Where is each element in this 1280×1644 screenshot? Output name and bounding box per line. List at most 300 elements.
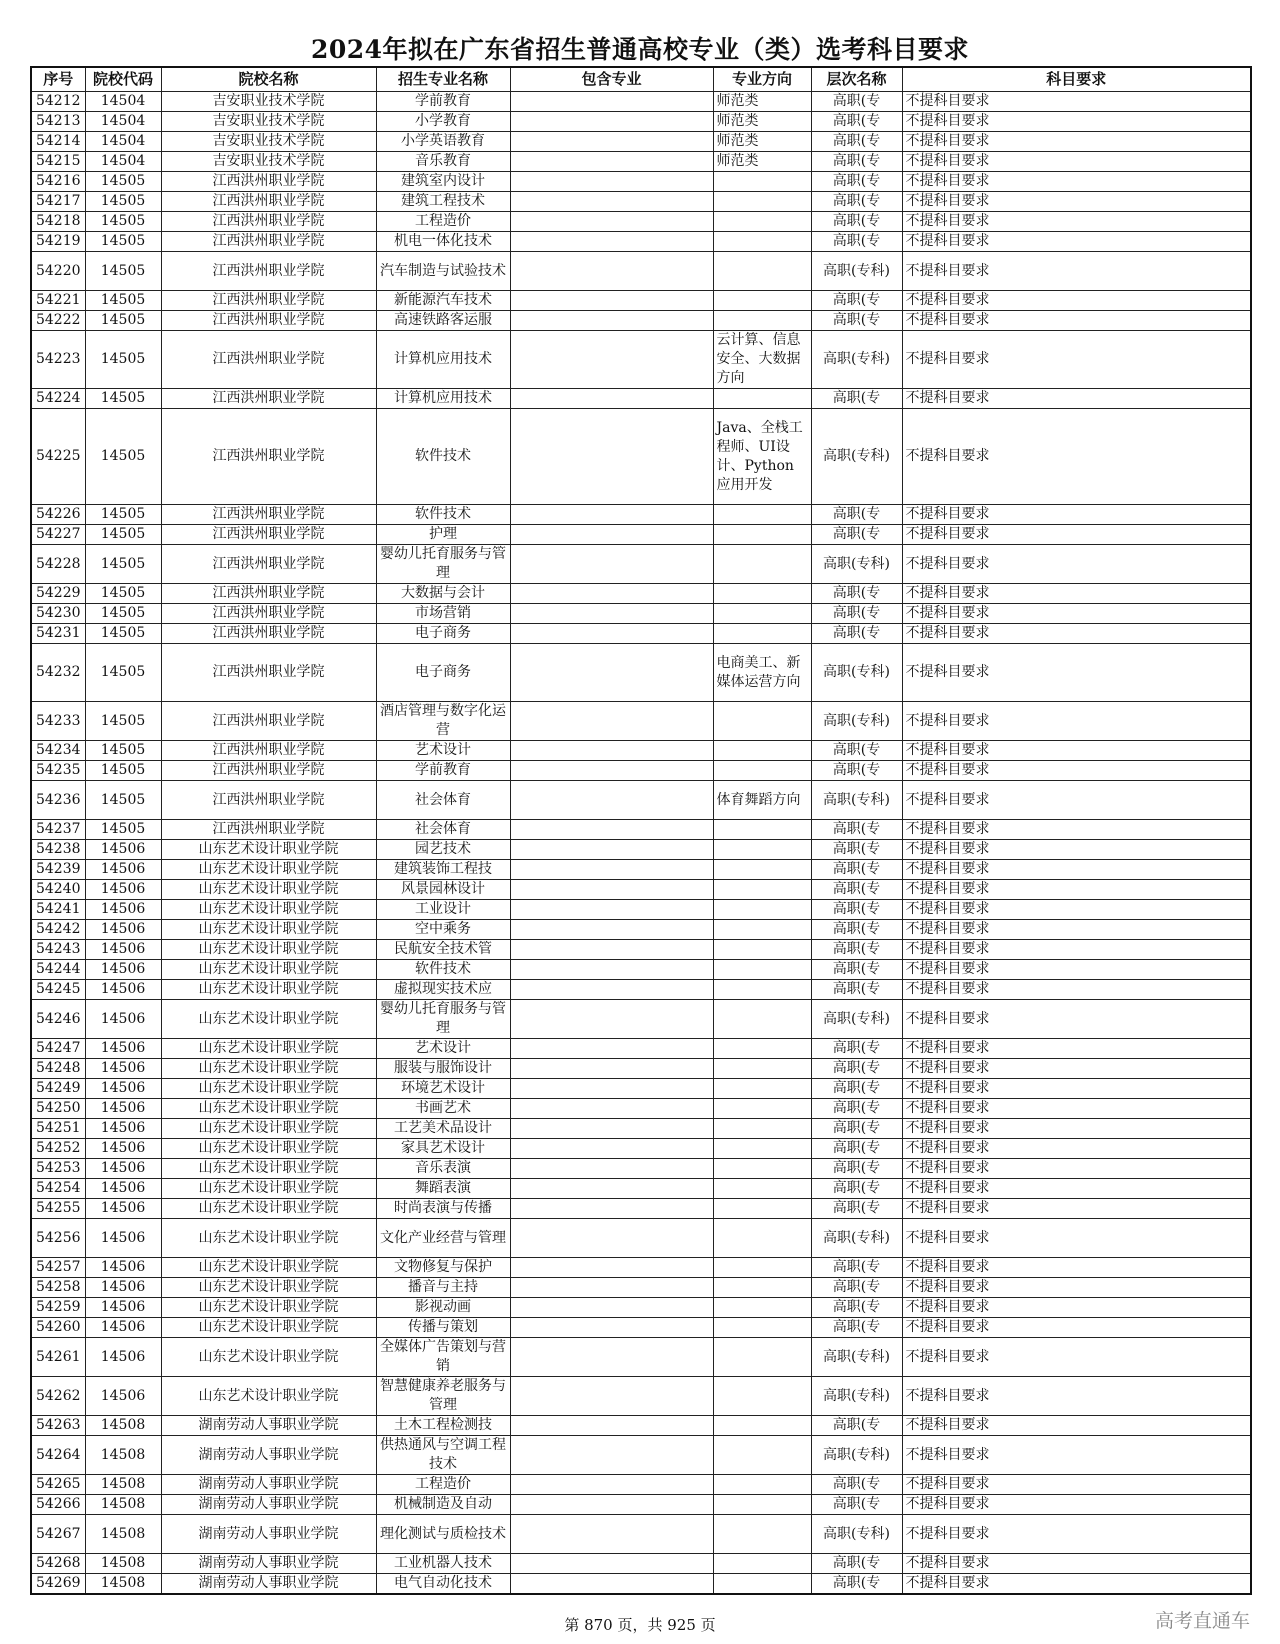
row-subject-requirement: 不提科目要求	[902, 1377, 1251, 1416]
row-seq: 54230	[31, 604, 85, 624]
row-subject-requirement: 不提科目要求	[902, 741, 1251, 761]
row-seq: 54264	[31, 1436, 85, 1475]
row-level: 高职(专	[811, 172, 902, 192]
table-row	[31, 702, 1251, 741]
row-school-name: 湖南劳动人事职业学院	[161, 1436, 376, 1475]
row-included-majors	[510, 1338, 713, 1377]
row-level: 高职(专	[811, 505, 902, 525]
table-row	[31, 525, 1251, 545]
row-major-name: 文物修复与保护	[376, 1258, 510, 1278]
row-school-name: 吉安职业技术学院	[161, 112, 376, 132]
row-level: 高职(专	[811, 525, 902, 545]
table-row	[31, 1199, 1251, 1219]
row-direction	[713, 252, 811, 291]
row-school-code: 14508	[85, 1416, 161, 1436]
row-school-name: 江西洪州职业学院	[161, 820, 376, 840]
row-school-code: 14505	[85, 311, 161, 331]
row-seq: 54246	[31, 1000, 85, 1039]
row-direction: 云计算、信息安全、大数据方向	[713, 331, 811, 389]
row-level: 高职(专	[811, 192, 902, 212]
row-school-name: 湖南劳动人事职业学院	[161, 1475, 376, 1495]
row-seq: 54265	[31, 1475, 85, 1495]
row-direction	[713, 820, 811, 840]
row-level: 高职(专	[811, 604, 902, 624]
table-row	[31, 1219, 1251, 1258]
row-included-majors	[510, 525, 713, 545]
row-direction	[713, 960, 811, 980]
table-row	[31, 112, 1251, 132]
row-subject-requirement: 不提科目要求	[902, 291, 1251, 311]
row-major-name: 舞蹈表演	[376, 1179, 510, 1199]
row-major-name: 播音与主持	[376, 1278, 510, 1298]
row-major-name: 环境艺术设计	[376, 1079, 510, 1099]
row-subject-requirement: 不提科目要求	[902, 1159, 1251, 1179]
row-school-name: 吉安职业技术学院	[161, 152, 376, 172]
row-seq: 54268	[31, 1554, 85, 1574]
row-level: 高职(专	[811, 311, 902, 331]
row-major-name: 书画艺术	[376, 1099, 510, 1119]
row-school-code: 14508	[85, 1515, 161, 1554]
table-row	[31, 232, 1251, 252]
row-subject-requirement: 不提科目要求	[902, 1554, 1251, 1574]
table-row	[31, 880, 1251, 900]
row-subject-requirement: 不提科目要求	[902, 980, 1251, 1000]
row-school-code: 14505	[85, 409, 161, 505]
table-row	[31, 1515, 1251, 1554]
row-subject-requirement: 不提科目要求	[902, 505, 1251, 525]
row-seq: 54226	[31, 505, 85, 525]
row-subject-requirement: 不提科目要求	[902, 1574, 1251, 1595]
table-row	[31, 920, 1251, 940]
page-title: 2024年拟在广东省招生普通高校专业（类）选考科目要求	[310, 35, 970, 64]
row-direction: 体育舞蹈方向	[713, 781, 811, 820]
row-school-code: 14506	[85, 1318, 161, 1338]
row-seq: 54213	[31, 112, 85, 132]
row-direction	[713, 1039, 811, 1059]
table-row	[31, 1475, 1251, 1495]
table-row	[31, 900, 1251, 920]
row-subject-requirement: 不提科目要求	[902, 624, 1251, 644]
row-direction	[713, 1159, 811, 1179]
row-seq: 54245	[31, 980, 85, 1000]
row-school-name: 山东艺术设计职业学院	[161, 960, 376, 980]
row-seq: 54251	[31, 1119, 85, 1139]
row-major-name: 工程造价	[376, 1475, 510, 1495]
row-school-code: 14506	[85, 1039, 161, 1059]
table-row	[31, 1574, 1251, 1595]
row-seq: 54220	[31, 252, 85, 291]
row-direction	[713, 980, 811, 1000]
row-level: 高职(专	[811, 1318, 902, 1338]
row-school-code: 14505	[85, 644, 161, 702]
table-header-row	[31, 67, 1251, 92]
row-school-name: 江西洪州职业学院	[161, 761, 376, 781]
row-school-code: 14506	[85, 1159, 161, 1179]
row-included-majors	[510, 1139, 713, 1159]
table-row	[31, 505, 1251, 525]
row-included-majors	[510, 172, 713, 192]
row-school-name: 山东艺术设计职业学院	[161, 1139, 376, 1159]
row-school-name: 江西洪州职业学院	[161, 192, 376, 212]
row-direction	[713, 232, 811, 252]
row-subject-requirement: 不提科目要求	[902, 644, 1251, 702]
row-included-majors	[510, 1377, 713, 1416]
row-major-name: 影视动画	[376, 1298, 510, 1318]
row-major-name: 新能源汽车技术	[376, 291, 510, 311]
table-row	[31, 1079, 1251, 1099]
row-level: 高职(专科)	[811, 1000, 902, 1039]
row-included-majors	[510, 1298, 713, 1318]
row-level: 高职(专科)	[811, 1338, 902, 1377]
row-subject-requirement: 不提科目要求	[902, 545, 1251, 584]
row-direction	[713, 624, 811, 644]
row-school-code: 14505	[85, 232, 161, 252]
row-seq: 54224	[31, 389, 85, 409]
row-school-name: 江西洪州职业学院	[161, 172, 376, 192]
row-major-name: 音乐表演	[376, 1159, 510, 1179]
row-major-name: 艺术设计	[376, 1039, 510, 1059]
row-direction	[713, 525, 811, 545]
row-included-majors	[510, 1000, 713, 1039]
row-major-name: 软件技术	[376, 409, 510, 505]
row-school-name: 山东艺术设计职业学院	[161, 1377, 376, 1416]
row-level: 高职(专	[811, 920, 902, 940]
row-level: 高职(专	[811, 132, 902, 152]
row-included-majors	[510, 880, 713, 900]
row-level: 高职(专	[811, 940, 902, 960]
row-subject-requirement: 不提科目要求	[902, 1119, 1251, 1139]
table-row	[31, 1554, 1251, 1574]
row-school-code: 14505	[85, 252, 161, 291]
row-direction	[713, 212, 811, 232]
row-school-name: 山东艺术设计职业学院	[161, 940, 376, 960]
row-seq: 54262	[31, 1377, 85, 1416]
row-major-name: 电子商务	[376, 624, 510, 644]
row-school-name: 湖南劳动人事职业学院	[161, 1495, 376, 1515]
row-major-name: 小学英语教育	[376, 132, 510, 152]
row-direction	[713, 1436, 811, 1475]
row-major-name: 软件技术	[376, 960, 510, 980]
row-direction	[713, 920, 811, 940]
row-school-name: 江西洪州职业学院	[161, 232, 376, 252]
row-level: 高职(专	[811, 1495, 902, 1515]
row-seq: 54225	[31, 409, 85, 505]
row-level: 高职(专	[811, 880, 902, 900]
row-major-name: 工程造价	[376, 212, 510, 232]
row-included-majors	[510, 1436, 713, 1475]
row-seq: 54241	[31, 900, 85, 920]
row-included-majors	[510, 940, 713, 960]
row-level: 高职(专	[811, 212, 902, 232]
row-level: 高职(专	[811, 1416, 902, 1436]
row-direction	[713, 741, 811, 761]
row-included-majors	[510, 741, 713, 761]
row-subject-requirement: 不提科目要求	[902, 132, 1251, 152]
table-row	[31, 1258, 1251, 1278]
table-row	[31, 840, 1251, 860]
row-subject-requirement: 不提科目要求	[902, 152, 1251, 172]
row-major-name: 园艺技术	[376, 840, 510, 860]
row-school-code: 14506	[85, 1199, 161, 1219]
row-major-name: 文化产业经营与管理	[376, 1219, 510, 1258]
row-included-majors	[510, 1179, 713, 1199]
row-subject-requirement: 不提科目要求	[902, 840, 1251, 860]
row-level: 高职(专	[811, 1554, 902, 1574]
row-direction	[713, 1179, 811, 1199]
row-direction	[713, 1475, 811, 1495]
row-subject-requirement: 不提科目要求	[902, 900, 1251, 920]
row-level: 高职(专	[811, 1079, 902, 1099]
row-school-name: 山东艺术设计职业学院	[161, 1059, 376, 1079]
row-school-name: 湖南劳动人事职业学院	[161, 1515, 376, 1554]
row-major-name: 服装与服饰设计	[376, 1059, 510, 1079]
row-major-name: 市场营销	[376, 604, 510, 624]
row-direction	[713, 860, 811, 880]
row-seq: 54261	[31, 1338, 85, 1377]
row-level: 高职(专科)	[811, 252, 902, 291]
row-level: 高职(专	[811, 980, 902, 1000]
row-direction	[713, 702, 811, 741]
row-school-code: 14505	[85, 820, 161, 840]
row-included-majors	[510, 291, 713, 311]
row-included-majors	[510, 1574, 713, 1595]
row-direction	[713, 761, 811, 781]
row-school-code: 14505	[85, 584, 161, 604]
row-major-name: 虚拟现实技术应	[376, 980, 510, 1000]
row-included-majors	[510, 212, 713, 232]
row-school-name: 江西洪州职业学院	[161, 702, 376, 741]
row-school-name: 江西洪州职业学院	[161, 741, 376, 761]
row-school-name: 江西洪州职业学院	[161, 409, 376, 505]
row-school-name: 山东艺术设计职业学院	[161, 1179, 376, 1199]
table-row	[31, 1298, 1251, 1318]
table-row	[31, 1039, 1251, 1059]
table-row	[31, 980, 1251, 1000]
row-subject-requirement: 不提科目要求	[902, 1179, 1251, 1199]
row-school-name: 山东艺术设计职业学院	[161, 860, 376, 880]
row-school-name: 江西洪州职业学院	[161, 604, 376, 624]
row-seq: 54218	[31, 212, 85, 232]
table-body	[31, 92, 1251, 1595]
row-subject-requirement: 不提科目要求	[902, 112, 1251, 132]
row-subject-requirement: 不提科目要求	[902, 1059, 1251, 1079]
row-major-name: 计算机应用技术	[376, 389, 510, 409]
row-school-name: 山东艺术设计职业学院	[161, 920, 376, 940]
row-included-majors	[510, 1119, 713, 1139]
row-included-majors	[510, 311, 713, 331]
row-level: 高职(专	[811, 1199, 902, 1219]
row-subject-requirement: 不提科目要求	[902, 960, 1251, 980]
row-school-code: 14505	[85, 545, 161, 584]
row-subject-requirement: 不提科目要求	[902, 781, 1251, 820]
row-school-name: 江西洪州职业学院	[161, 584, 376, 604]
row-school-name: 湖南劳动人事职业学院	[161, 1574, 376, 1595]
row-direction: 电商美工、新媒体运营方向	[713, 644, 811, 702]
row-seq: 54240	[31, 880, 85, 900]
row-level: 高职(专	[811, 1059, 902, 1079]
header-subject-requirement: 科目要求	[902, 67, 1251, 92]
row-included-majors	[510, 1475, 713, 1495]
row-school-name: 吉安职业技术学院	[161, 132, 376, 152]
row-included-majors	[510, 132, 713, 152]
row-level: 高职(专科)	[811, 1515, 902, 1554]
row-included-majors	[510, 644, 713, 702]
row-subject-requirement: 不提科目要求	[902, 1318, 1251, 1338]
row-seq: 54250	[31, 1099, 85, 1119]
row-school-name: 山东艺术设计职业学院	[161, 1318, 376, 1338]
row-included-majors	[510, 624, 713, 644]
row-included-majors	[510, 1258, 713, 1278]
page-footer: 第 870 页，共 925 页	[564, 1616, 716, 1634]
row-seq: 54228	[31, 545, 85, 584]
table-row	[31, 132, 1251, 152]
row-seq: 54260	[31, 1318, 85, 1338]
row-direction: Java、全栈工程师、UI设计、Python应用开发	[713, 409, 811, 505]
row-major-name: 计算机应用技术	[376, 331, 510, 389]
row-major-name: 婴幼儿托育服务与管理	[376, 1000, 510, 1039]
row-included-majors	[510, 92, 713, 112]
row-major-name: 社会体育	[376, 820, 510, 840]
row-school-code: 14505	[85, 389, 161, 409]
row-school-code: 14508	[85, 1436, 161, 1475]
row-included-majors	[510, 1515, 713, 1554]
row-included-majors	[510, 409, 713, 505]
row-included-majors	[510, 840, 713, 860]
row-subject-requirement: 不提科目要求	[902, 761, 1251, 781]
row-direction	[713, 1574, 811, 1595]
row-seq: 54235	[31, 761, 85, 781]
row-major-name: 大数据与会计	[376, 584, 510, 604]
table-row	[31, 212, 1251, 232]
row-direction	[713, 584, 811, 604]
row-subject-requirement: 不提科目要求	[902, 311, 1251, 331]
row-level: 高职(专	[811, 1119, 902, 1139]
table-row	[31, 960, 1251, 980]
row-school-code: 14505	[85, 212, 161, 232]
row-level: 高职(专	[811, 1139, 902, 1159]
row-direction	[713, 1000, 811, 1039]
row-school-code: 14506	[85, 1377, 161, 1416]
row-school-name: 江西洪州职业学院	[161, 212, 376, 232]
row-direction	[713, 172, 811, 192]
row-school-name: 山东艺术设计职业学院	[161, 1219, 376, 1258]
row-seq: 54229	[31, 584, 85, 604]
row-direction	[713, 1554, 811, 1574]
table-row	[31, 820, 1251, 840]
table-row	[31, 1495, 1251, 1515]
row-direction	[713, 1119, 811, 1139]
row-major-name: 电气自动化技术	[376, 1574, 510, 1595]
row-school-code: 14505	[85, 192, 161, 212]
row-direction	[713, 1377, 811, 1416]
row-subject-requirement: 不提科目要求	[902, 212, 1251, 232]
row-level: 高职(专	[811, 900, 902, 920]
row-school-name: 山东艺术设计职业学院	[161, 1338, 376, 1377]
row-major-name: 供热通风与空调工程技术	[376, 1436, 510, 1475]
row-seq: 54238	[31, 840, 85, 860]
row-included-majors	[510, 980, 713, 1000]
row-direction	[713, 1298, 811, 1318]
row-included-majors	[510, 820, 713, 840]
row-school-name: 山东艺术设计职业学院	[161, 900, 376, 920]
row-seq: 54263	[31, 1416, 85, 1436]
row-level: 高职(专科)	[811, 545, 902, 584]
row-level: 高职(专科)	[811, 331, 902, 389]
row-level: 高职(专	[811, 92, 902, 112]
row-included-majors	[510, 331, 713, 389]
row-direction: 师范类	[713, 152, 811, 172]
table-row	[31, 545, 1251, 584]
row-included-majors	[510, 584, 713, 604]
row-major-name: 土木工程检测技	[376, 1416, 510, 1436]
row-school-name: 山东艺术设计职业学院	[161, 980, 376, 1000]
row-seq: 54233	[31, 702, 85, 741]
row-major-name: 学前教育	[376, 92, 510, 112]
row-school-code: 14505	[85, 525, 161, 545]
table-row	[31, 644, 1251, 702]
table-row	[31, 409, 1251, 505]
row-direction	[713, 1059, 811, 1079]
row-included-majors	[510, 761, 713, 781]
row-seq: 54247	[31, 1039, 85, 1059]
row-seq: 54253	[31, 1159, 85, 1179]
row-school-code: 14506	[85, 1258, 161, 1278]
row-seq: 54216	[31, 172, 85, 192]
row-level: 高职(专	[811, 152, 902, 172]
row-major-name: 全媒体广告策划与营销	[376, 1338, 510, 1377]
row-school-code: 14508	[85, 1495, 161, 1515]
row-seq: 54214	[31, 132, 85, 152]
row-subject-requirement: 不提科目要求	[902, 1278, 1251, 1298]
row-level: 高职(专科)	[811, 1219, 902, 1258]
row-major-name: 音乐教育	[376, 152, 510, 172]
row-level: 高职(专科)	[811, 644, 902, 702]
row-subject-requirement: 不提科目要求	[902, 1199, 1251, 1219]
row-subject-requirement: 不提科目要求	[902, 1000, 1251, 1039]
table-row	[31, 1099, 1251, 1119]
row-school-code: 14505	[85, 291, 161, 311]
row-included-majors	[510, 545, 713, 584]
header-seq: 序号	[31, 67, 85, 92]
table-row	[31, 860, 1251, 880]
row-school-name: 山东艺术设计职业学院	[161, 1119, 376, 1139]
table-row	[31, 172, 1251, 192]
row-seq: 54215	[31, 152, 85, 172]
row-school-name: 江西洪州职业学院	[161, 624, 376, 644]
table-row	[31, 152, 1251, 172]
row-subject-requirement: 不提科目要求	[902, 920, 1251, 940]
row-direction	[713, 840, 811, 860]
row-major-name: 小学教育	[376, 112, 510, 132]
header-included-majors: 包含专业	[510, 67, 713, 92]
row-subject-requirement: 不提科目要求	[902, 1436, 1251, 1475]
row-included-majors	[510, 1554, 713, 1574]
header-major-name: 招生专业名称	[376, 67, 510, 92]
row-included-majors	[510, 192, 713, 212]
row-included-majors	[510, 112, 713, 132]
row-level: 高职(专	[811, 820, 902, 840]
row-direction	[713, 1079, 811, 1099]
row-level: 高职(专	[811, 1574, 902, 1595]
row-level: 高职(专科)	[811, 1436, 902, 1475]
table-row	[31, 761, 1251, 781]
table-row	[31, 1278, 1251, 1298]
row-included-majors	[510, 505, 713, 525]
row-seq: 54256	[31, 1219, 85, 1258]
table-row	[31, 192, 1251, 212]
row-level: 高职(专	[811, 624, 902, 644]
row-included-majors	[510, 152, 713, 172]
